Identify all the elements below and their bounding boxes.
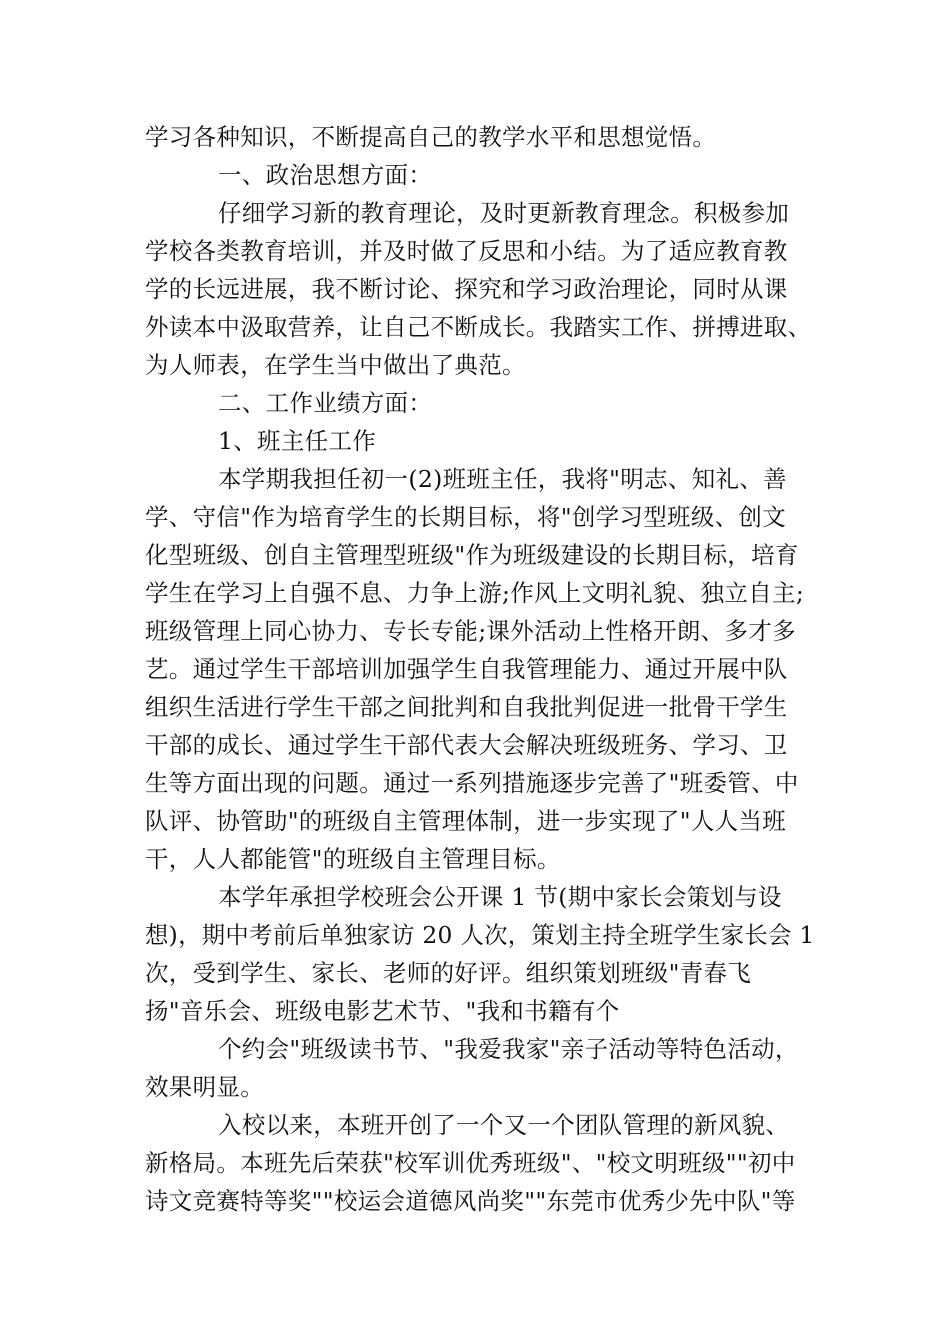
- text-line-21: 本学年承担学校班会公开课 1 节(期中家长会策划与设: [218, 883, 782, 911]
- text-line-1: 学习各种知识，不断提高自己的教学水平和思想觉悟。: [145, 123, 717, 151]
- text-line-7: 为人师表，在学生当中做出了典范。: [145, 351, 526, 379]
- text-line-4: 学校各类教育培训，并及时做了反思和小结。为了适应教育教: [145, 237, 788, 265]
- text-line-23: 次，受到学生、家长、老师的好评。组织策划班级"青春飞: [145, 959, 752, 987]
- text-line-26: 效果明显。: [145, 1073, 264, 1101]
- text-line-13: 学生在学习上自强不息、力争上游;作风上文明礼貌、独立自主;: [145, 579, 805, 607]
- text-line-24: 扬"音乐会、班级电影艺术节、"我和书籍有个: [145, 997, 620, 1025]
- text-line-11: 学、守信"作为培育学生的长期目标，将"创学习型班级、创文: [145, 503, 787, 531]
- text-line-27: 入校以来，本班开创了一个又一个团队管理的新风貌、: [218, 1111, 790, 1139]
- text-line-19: 队评、协管助"的班级自主管理体制，进一步实现了"人人当班: [145, 807, 787, 835]
- text-line-5: 学的长远进展，我不断讨论、探究和学习政治理论，同时从课: [145, 275, 788, 303]
- section-heading-work: 二、工作业绩方面：: [218, 389, 433, 417]
- text-line-17: 干部的成长、通过学生干部代表大会解决班级班务、学习、卫: [145, 731, 788, 759]
- text-line-22: 想)，期中考前后单独家访 20 人次，策划主持全班学生家长会 1: [145, 921, 815, 949]
- text-line-28: 新格局。本班先后荣获"校军训优秀班级"、"校文明班级""初中: [145, 1149, 796, 1177]
- text-line-18: 生等方面出现的问题。通过一系列措施逐步完善了"班委管、中: [145, 769, 799, 797]
- text-line-10: 本学期我担任初一(2)班班主任，我将"明志、知礼、善: [218, 465, 787, 493]
- text-line-6: 外读本中汲取营养，让自己不断成长。我踏实工作、拼搏进取、: [145, 313, 812, 341]
- subsection-heading-class-teacher: 1、班主任工作: [218, 427, 377, 455]
- section-heading-political: 一、政治思想方面：: [218, 161, 433, 189]
- text-line-3: 仔细学习新的教育理论，及时更新教育理念。积极参加: [218, 199, 790, 227]
- text-line-29: 诗文竞赛特等奖""校运会道德风尚奖""东莞市优秀少先中队"等: [145, 1187, 796, 1215]
- text-line-15: 艺。通过学生干部培训加强学生自我管理能力、通过开展中队: [145, 655, 788, 683]
- text-line-20: 干，人人都能管"的班级自主管理目标。: [145, 845, 561, 873]
- text-line-16: 组织生活进行学生干部之间批判和自我批判促进一批骨干学生: [145, 693, 788, 721]
- text-line-12: 化型班级、创自主管理型班级"作为班级建设的长期目标，培育: [145, 541, 799, 569]
- text-line-14: 班级管理上同心协力、专长专能;课外活动上性格开朗、多才多: [145, 617, 796, 645]
- text-line-25: 个约会"班级读书节、"我爱我家"亲子活动等特色活动，: [218, 1035, 799, 1063]
